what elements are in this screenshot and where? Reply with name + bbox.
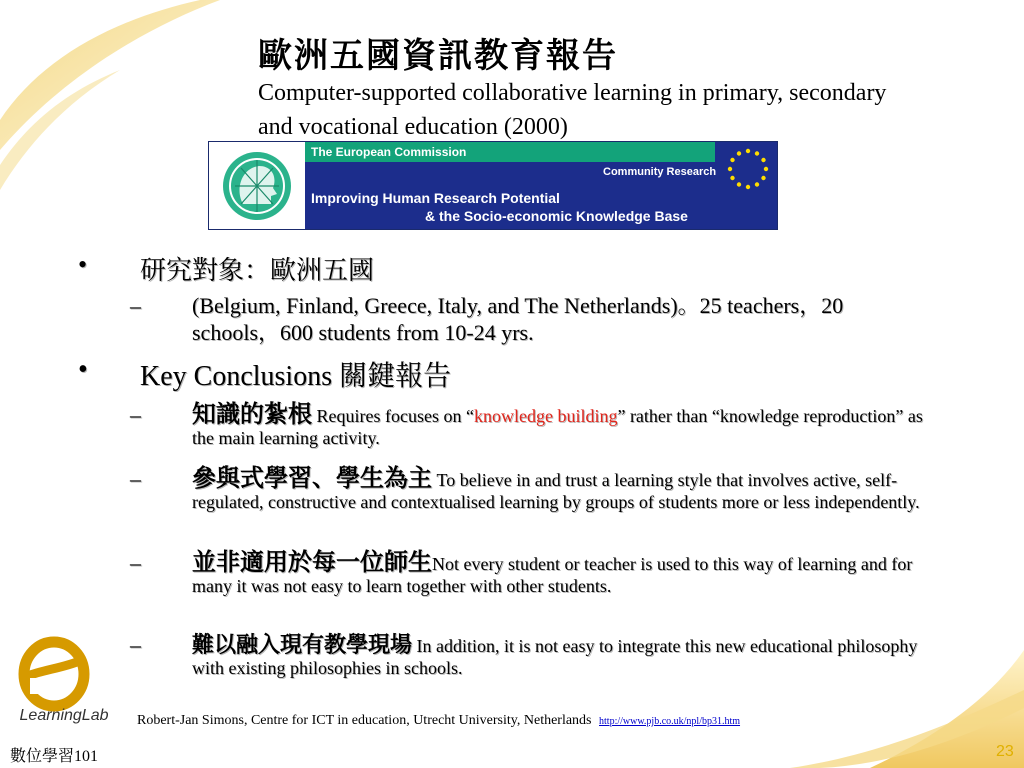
banner-blue-panel xyxy=(305,142,777,229)
bullet-marker: • xyxy=(78,354,88,385)
conclusion-hard-to-integrate xyxy=(130,634,925,679)
conclusion-not-for-everyone xyxy=(130,552,925,597)
bullet-text: 研究對象：歐洲五國 xyxy=(140,256,375,285)
credit-text: Robert-Jan Simons, Centre for ICT in education, Utrecht University, Netherlands xyxy=(137,713,592,728)
slide-subtitle: Computer-supported collaborative learning in primary, secondary and vocational education (2000) xyxy=(258,80,887,140)
dash-marker: – xyxy=(130,550,141,575)
banner-top-strip: The European Commission xyxy=(305,142,715,162)
conclusion-knowledge-building xyxy=(130,404,925,449)
dash-marker: – xyxy=(130,632,141,657)
banner-community-label: Community Research xyxy=(603,166,717,178)
banner-line-1: Improving Human Research Potential xyxy=(311,190,560,206)
dash-marker: – xyxy=(130,402,141,427)
footer-course-name: 數位學習101 xyxy=(10,748,99,765)
sub-bullet-countries xyxy=(130,292,900,346)
dash-marker: – xyxy=(130,293,141,318)
conclusion-text-after: ” rather than “knowledge reproduction” as the main learning activity. xyxy=(192,406,923,448)
conclusion-text: Not every student or teacher is used to this way of learning and for many it was not easy to learn together with other students. xyxy=(192,554,913,596)
conclusion-heading: 知識的紮根 xyxy=(192,402,312,428)
slide-title: 歐洲五國資訊教育報告 xyxy=(258,38,618,75)
banner-line-2: & the Socio-economic Knowledge Base xyxy=(425,208,688,224)
conclusion-participatory-learning xyxy=(130,468,925,513)
conclusion-text: In addition, it is not easy to integrate this new educational philosophy with existing philosophies in schools. xyxy=(192,636,918,678)
source-credit xyxy=(137,713,740,729)
page-number: 23 xyxy=(996,743,1014,760)
conclusion-text-before: Requires focuses on “ xyxy=(312,406,474,426)
source-link[interactable]: http://www.pjb.co.uk/npl/bp31.htm xyxy=(599,716,741,727)
european-commission-banner xyxy=(208,141,778,230)
bullet-marker: • xyxy=(78,250,88,279)
elearning-lab-logo xyxy=(2,630,132,726)
conclusion-heading: 難以融入現有教學現場 xyxy=(192,632,413,657)
bullet-text: Key Conclusions 關鍵報告 xyxy=(140,361,452,392)
globe-head-logo-icon xyxy=(213,146,301,225)
eu-stars-icon xyxy=(725,146,771,192)
logo-text: LearningLab xyxy=(19,707,109,724)
conclusion-heading: 並非適用於每一位師生 xyxy=(192,550,432,576)
conclusion-heading: 參與式學習、學生為主 xyxy=(192,466,432,492)
sub-bullet-text: (Belgium, Finland, Greece, Italy, and The Netherlands)。25 teachers，20 schools，600 students from 10-24 yrs. xyxy=(192,293,844,345)
conclusion-text: To believe in and trust a learning style that involves active, self-regulated, constructive and contextualised learning by groups of students more or less independently. xyxy=(192,470,920,512)
highlight-knowledge-building: knowledge building xyxy=(473,406,618,426)
dash-marker: – xyxy=(130,466,141,491)
